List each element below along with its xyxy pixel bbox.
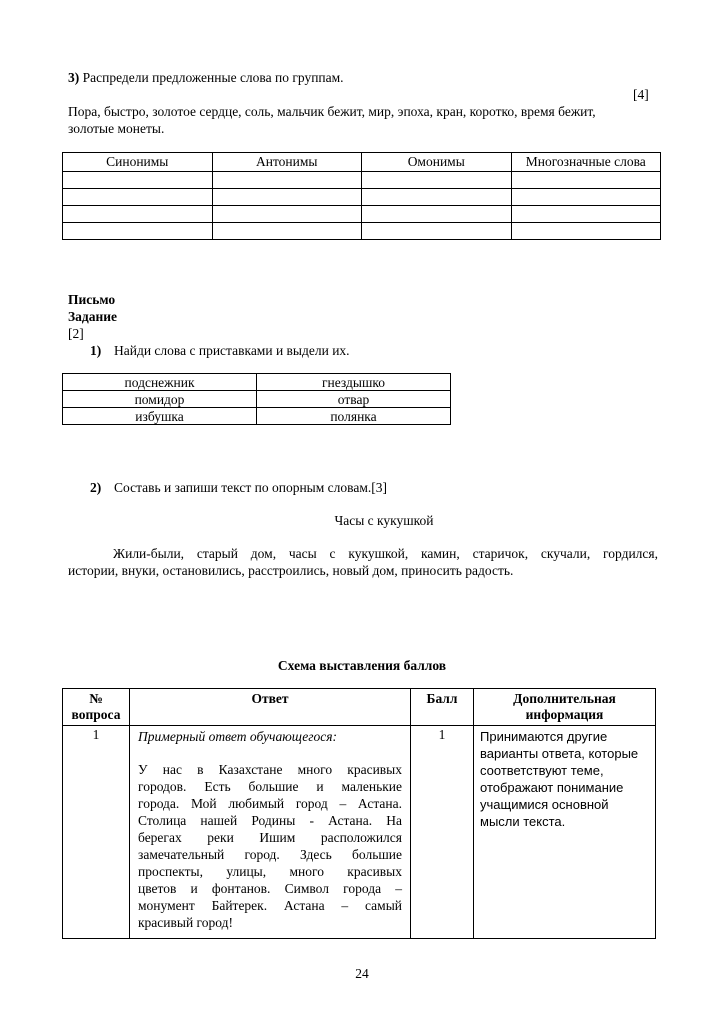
answer-line: проспекты, улицы, много красивых <box>138 864 402 879</box>
answer-line: красивый город! <box>138 915 233 930</box>
word-cell[interactable]: помидор <box>63 391 257 408</box>
answer-line: У нас в Казахстане много красивых <box>138 762 402 777</box>
info-line: соответствуют теме, <box>480 763 604 778</box>
header-additional-info <box>474 689 656 726</box>
table-cell[interactable] <box>212 189 362 206</box>
header-score: Балл <box>411 689 474 726</box>
table-cell[interactable] <box>362 206 512 223</box>
answer-line: городов. Есть большие и маленькие <box>138 779 402 794</box>
table-cell[interactable] <box>511 223 661 240</box>
table-row <box>63 374 451 391</box>
task2-instruction <box>90 480 387 496</box>
table-cell[interactable] <box>212 223 362 240</box>
table-cell[interactable] <box>212 206 362 223</box>
task3-words-line2: золотые монеты. <box>68 121 165 136</box>
question-number: 1 <box>63 726 130 939</box>
table-row <box>63 726 656 939</box>
task2-title: Часы с кукушкой <box>334 513 434 528</box>
table-cell[interactable] <box>511 206 661 223</box>
header-polysemous: Многозначные слова <box>511 153 661 172</box>
word-cell[interactable]: гнездышко <box>257 374 451 391</box>
answer-line: замечательный город. Здесь большие <box>138 847 402 862</box>
word-cell[interactable]: подснежник <box>63 374 257 391</box>
task1-instruction <box>90 343 350 359</box>
table-cell[interactable] <box>362 172 512 189</box>
table-cell[interactable] <box>63 206 213 223</box>
task3-words-line1: Пора, быстро, золотое сердце, соль, мальчик бежит, мир, эпоха, кран, коротко, время бежит, <box>68 104 596 119</box>
header-synonyms: Синонимы <box>63 153 213 172</box>
header-info-line2: информация <box>525 707 604 722</box>
task3-number: 3) <box>68 70 80 85</box>
scoring-table <box>62 688 656 939</box>
task2-text: Составь и запиши текст по опорным словам.[3] <box>114 480 387 495</box>
page-number: 24 <box>355 966 369 981</box>
task2-words-line1: Жили-были, старый дом, часы с кукушкой, камин, старичок, скучали, гордился, <box>113 546 658 561</box>
header-question-label: вопроса <box>71 707 121 722</box>
table-row <box>63 391 451 408</box>
table-header-row <box>63 153 661 172</box>
scoring-title: Схема выставления баллов <box>277 658 447 673</box>
table-row <box>63 408 451 425</box>
answer-line: монумент Байтерек. Астана – самый <box>138 898 402 913</box>
table-row <box>63 223 661 240</box>
table-cell[interactable] <box>63 223 213 240</box>
info-line: учащимися основной <box>480 797 609 812</box>
task1-number: 1) <box>90 343 102 358</box>
header-antonyms: Антонимы <box>212 153 362 172</box>
table-row <box>63 206 661 223</box>
answer-line: Столица нашей Родины - Астана. На <box>138 813 402 828</box>
info-line: Принимаются другие <box>480 729 608 744</box>
table-cell[interactable] <box>511 189 661 206</box>
table-cell[interactable] <box>63 172 213 189</box>
table-cell[interactable] <box>362 189 512 206</box>
answer-line: цветов и фонтанов. Символ города – <box>138 881 402 896</box>
word-cell[interactable]: полянка <box>257 408 451 425</box>
table-cell[interactable] <box>212 172 362 189</box>
scoring-header-row <box>63 689 656 726</box>
info-cell <box>474 726 656 939</box>
writing-heading: Письмо <box>68 292 116 307</box>
task1-text: Найди слова с приставками и выдели их. <box>114 343 350 358</box>
header-number-sign: № <box>89 691 103 706</box>
task2-number: 2) <box>90 480 102 495</box>
info-line: мысли текста. <box>480 814 566 829</box>
task2-words-line2: истории, внуки, остановились, расстроились, новый дом, приносить радость. <box>68 563 514 578</box>
word-cell[interactable]: отвар <box>257 391 451 408</box>
word-groups-table <box>62 152 661 240</box>
score-value: 1 <box>411 726 474 939</box>
task-label: Задание <box>68 309 118 324</box>
table-cell[interactable] <box>63 189 213 206</box>
table-cell[interactable] <box>511 172 661 189</box>
header-info-line1: Дополнительная <box>513 691 616 706</box>
table-row <box>63 189 661 206</box>
answer-line: берегах реки Ишим расположился <box>138 830 402 845</box>
header-answer: Ответ <box>130 689 411 726</box>
task3-instruction <box>68 70 344 86</box>
answer-cell <box>130 726 411 939</box>
table-cell[interactable] <box>362 223 512 240</box>
prefix-words-table <box>62 373 451 425</box>
task-score: [2] <box>68 326 84 341</box>
task3-instruction-text: Распредели предложенные слова по группам. <box>79 70 344 85</box>
info-line: варианты ответа, которые <box>480 746 639 761</box>
word-cell[interactable]: избушка <box>63 408 257 425</box>
header-homonyms: Омонимы <box>362 153 512 172</box>
task3-score: [4] <box>633 87 649 102</box>
answer-intro: Примерный ответ обучающегося: <box>138 729 338 744</box>
answer-line: города. Мой любимый город – Астана. <box>138 796 402 811</box>
info-line: отображают понимание <box>480 780 624 795</box>
table-row <box>63 172 661 189</box>
header-question-number <box>63 689 130 726</box>
